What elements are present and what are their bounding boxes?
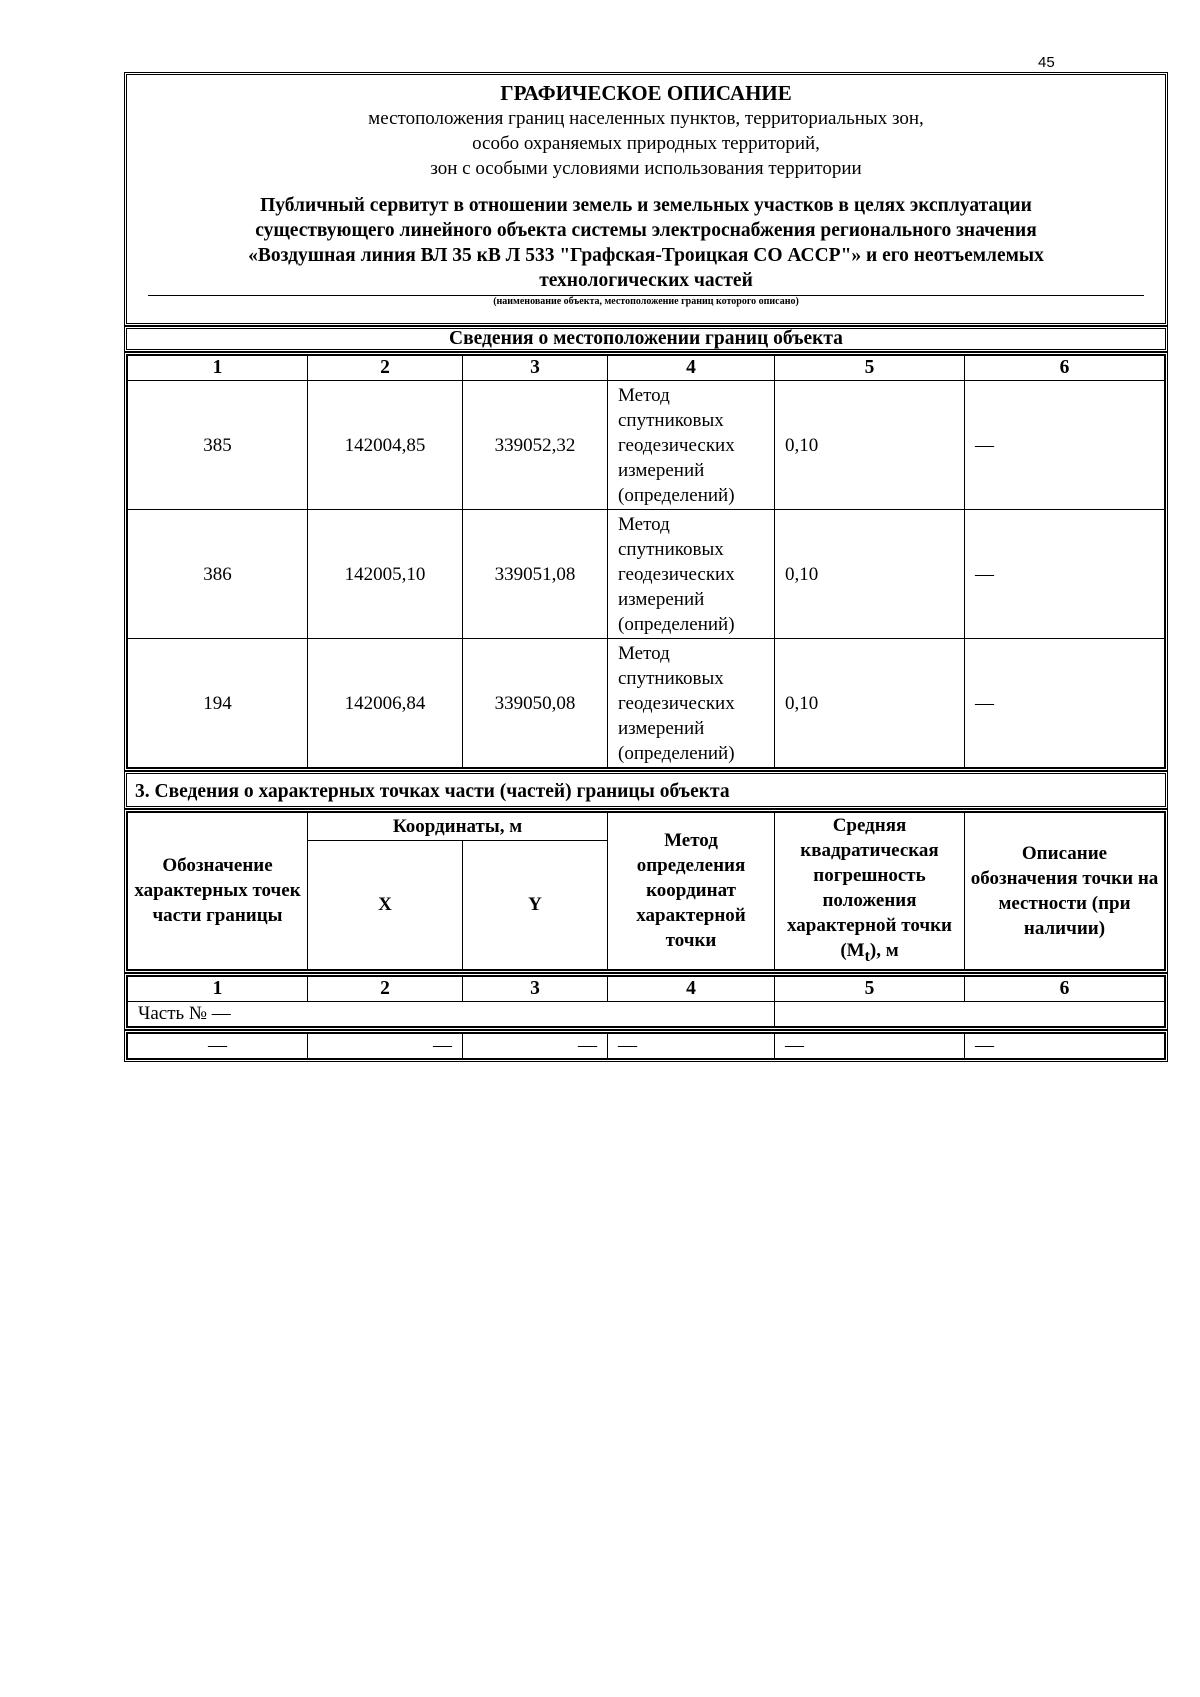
dash-cell: — <box>608 1033 775 1058</box>
accuracy-header-suffix: ), м <box>869 940 899 961</box>
method: Метод спутниковых геодезических измерений (определений) <box>608 510 775 639</box>
column-number: 2 <box>308 356 463 381</box>
accuracy-header-text: Средняя квадратическая погрешность положения характерной точки (M <box>787 815 952 961</box>
coord-y: 339051,08 <box>463 510 608 639</box>
section3-dash-box <box>124 1030 1168 1062</box>
table-row <box>128 639 1165 768</box>
column-numbers-row <box>128 976 1165 1001</box>
description: — <box>965 639 1165 768</box>
table-row <box>128 381 1165 510</box>
object-name-line: Публичный сервитут в отношении земель и земельных участков в целях эксплуатации <box>260 195 1032 216</box>
part-points-table <box>127 976 1165 1027</box>
column-number: 1 <box>128 356 308 381</box>
header-row <box>128 813 1165 841</box>
coord-x: 142006,84 <box>308 639 463 768</box>
object-caption: (наименование объекта, местоположение границ которого описано) <box>493 296 799 307</box>
dash-cell: — <box>463 1033 608 1058</box>
object-name <box>151 193 1141 293</box>
part-label-empty <box>775 1001 1165 1026</box>
document-title: ГРАФИЧЕСКОЕ ОПИСАНИЕ <box>500 81 792 105</box>
document-frame <box>124 72 1168 1062</box>
method: Метод спутниковых геодезических измерений (определений) <box>608 381 775 510</box>
coords-header: Координаты, м <box>308 813 608 841</box>
subtitle-line: зон с особыми условиями использования территории <box>430 158 862 179</box>
column-number: 3 <box>463 356 608 381</box>
column-number: 6 <box>965 976 1165 1001</box>
table-row <box>128 510 1165 639</box>
part-label: Часть № — <box>128 1001 775 1026</box>
accuracy-header-sub: t <box>864 947 870 965</box>
column-number: 2 <box>308 976 463 1001</box>
accuracy-header <box>775 813 965 970</box>
section2-title: Сведения о местоположении границ объекта <box>124 326 1168 352</box>
object-name-line: технологических частей <box>539 270 753 291</box>
coord-y: 339050,08 <box>463 639 608 768</box>
part-label-row <box>128 1001 1165 1026</box>
object-name-line: «Воздушная линия ВЛ 35 кВ Л 533 "Графская-Троицкая СО АССР"» и его неотъемлемых <box>248 245 1044 266</box>
y-header: Y <box>463 840 608 969</box>
column-numbers-row <box>128 356 1165 381</box>
point-id: 385 <box>128 381 308 510</box>
accuracy: 0,10 <box>775 639 965 768</box>
x-header: X <box>308 840 463 969</box>
table-row <box>128 1033 1165 1058</box>
boundary-points-table <box>127 355 1165 768</box>
description: — <box>965 510 1165 639</box>
header-box <box>124 72 1168 326</box>
column-number: 6 <box>965 356 1165 381</box>
subtitle-line: местоположения границ населенных пунктов, территориальных зон, <box>368 108 924 129</box>
dash-cell: — <box>128 1033 308 1058</box>
dash-cell: — <box>308 1033 463 1058</box>
accuracy: 0,10 <box>775 510 965 639</box>
column-number: 1 <box>128 976 308 1001</box>
page-number: 45 <box>1038 54 1055 71</box>
coord-x: 142004,85 <box>308 381 463 510</box>
section3-body-box <box>124 973 1168 1030</box>
coord-y: 339052,32 <box>463 381 608 510</box>
method-header: Метод определения координат характерной точки <box>608 813 775 970</box>
column-number: 5 <box>775 356 965 381</box>
subtitle-line: особо охраняемых природных территорий, <box>472 133 820 154</box>
accuracy: 0,10 <box>775 381 965 510</box>
point-label-header: Обозначение характерных точек части границы <box>128 813 308 970</box>
column-number: 3 <box>463 976 608 1001</box>
point-id: 386 <box>128 510 308 639</box>
column-number: 4 <box>608 356 775 381</box>
column-number: 5 <box>775 976 965 1001</box>
part-points-header-table <box>127 812 1165 970</box>
part-dash-table <box>127 1033 1165 1059</box>
description: — <box>965 381 1165 510</box>
section3-title: 3. Сведения о характерных точках части (частей) границы объекта <box>124 771 1168 809</box>
dash-cell: — <box>965 1033 1165 1058</box>
description-header: Описание обозначения точки на местности (при наличии) <box>965 813 1165 970</box>
section3-header-box <box>124 809 1168 973</box>
coord-x: 142005,10 <box>308 510 463 639</box>
point-id: 194 <box>128 639 308 768</box>
column-number: 4 <box>608 976 775 1001</box>
method: Метод спутниковых геодезических измерений (определений) <box>608 639 775 768</box>
dash-cell: — <box>775 1033 965 1058</box>
object-name-line: существующего линейного объекта системы электроснабжения регионального значения <box>255 220 1037 241</box>
section2-table-box <box>124 352 1168 771</box>
